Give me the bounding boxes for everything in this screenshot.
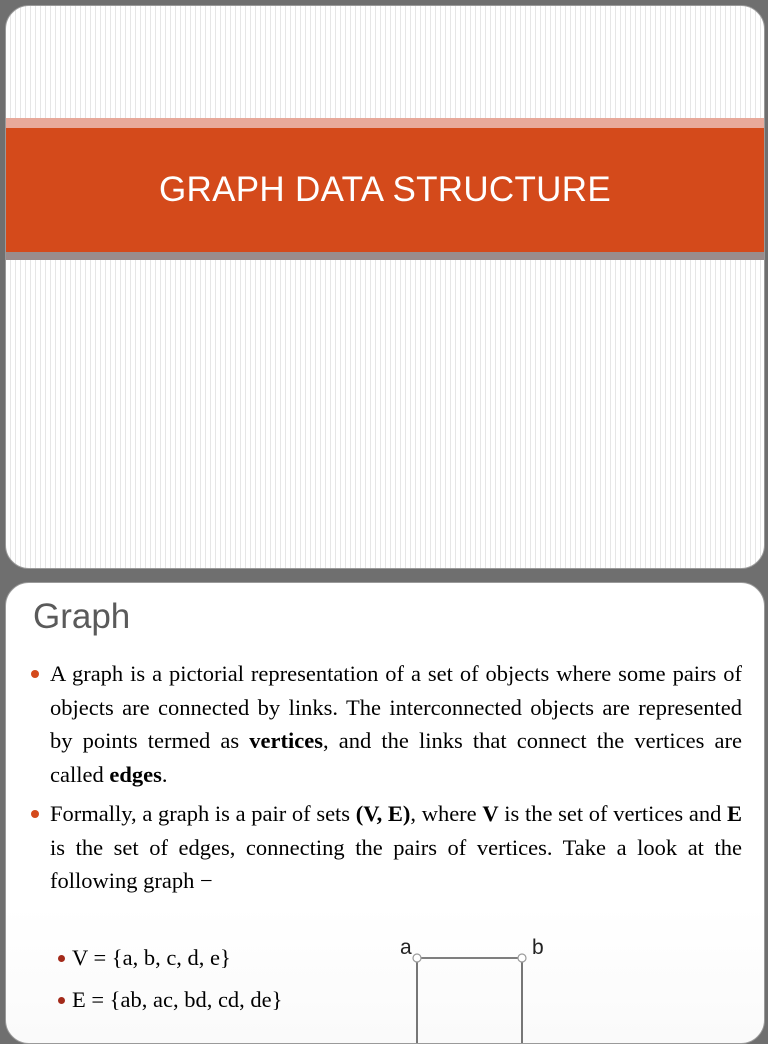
title-shadow-band bbox=[6, 252, 764, 260]
bold-term-e: E bbox=[727, 801, 743, 826]
sub-bullet-edge-set: E = {ab, ac, bd, cd, de} bbox=[72, 985, 282, 1015]
vertex-b bbox=[518, 954, 526, 962]
bullet-text: is the set of edges, connecting the pairs of vertices. Take a look at the following graph − bbox=[50, 834, 742, 893]
slide-heading: Graph bbox=[33, 597, 131, 636]
bullet-formal-definition bbox=[50, 797, 742, 898]
bold-term-v: V bbox=[482, 801, 499, 826]
title-band bbox=[6, 128, 764, 252]
slide-title: GRAPH DATA STRUCTURE bbox=[159, 170, 611, 209]
bullet-text: . bbox=[161, 761, 168, 787]
vertex-a bbox=[413, 954, 421, 962]
bold-term-edges: edges bbox=[109, 761, 162, 787]
bullet-text: A graph is a pictorial representation of a set of objects where some pairs of objects are connected by links. The interconnected objects are represented by points termed as bbox=[50, 661, 742, 753]
content-slide bbox=[5, 582, 765, 1044]
sub-bullet-vertex-set: V = {a, b, c, d, e} bbox=[72, 943, 231, 973]
bullet-text: , and the links that connect the vertices are called bbox=[50, 728, 742, 787]
title-accent-band bbox=[6, 118, 764, 128]
graph-figure bbox=[386, 928, 556, 1044]
bullet-text: Formally, a graph is a pair of sets bbox=[50, 801, 356, 826]
bullet-text: , where bbox=[410, 801, 483, 826]
vertex-label-a: a bbox=[400, 936, 412, 959]
bold-term-ve: (V, E) bbox=[355, 801, 411, 826]
bold-term-vertices: vertices bbox=[249, 728, 323, 753]
vertex-label-b: b bbox=[532, 936, 544, 959]
title-slide bbox=[5, 5, 765, 569]
bullet-definition bbox=[50, 657, 742, 791]
bullet-text: is the set of vertices and bbox=[498, 801, 727, 826]
